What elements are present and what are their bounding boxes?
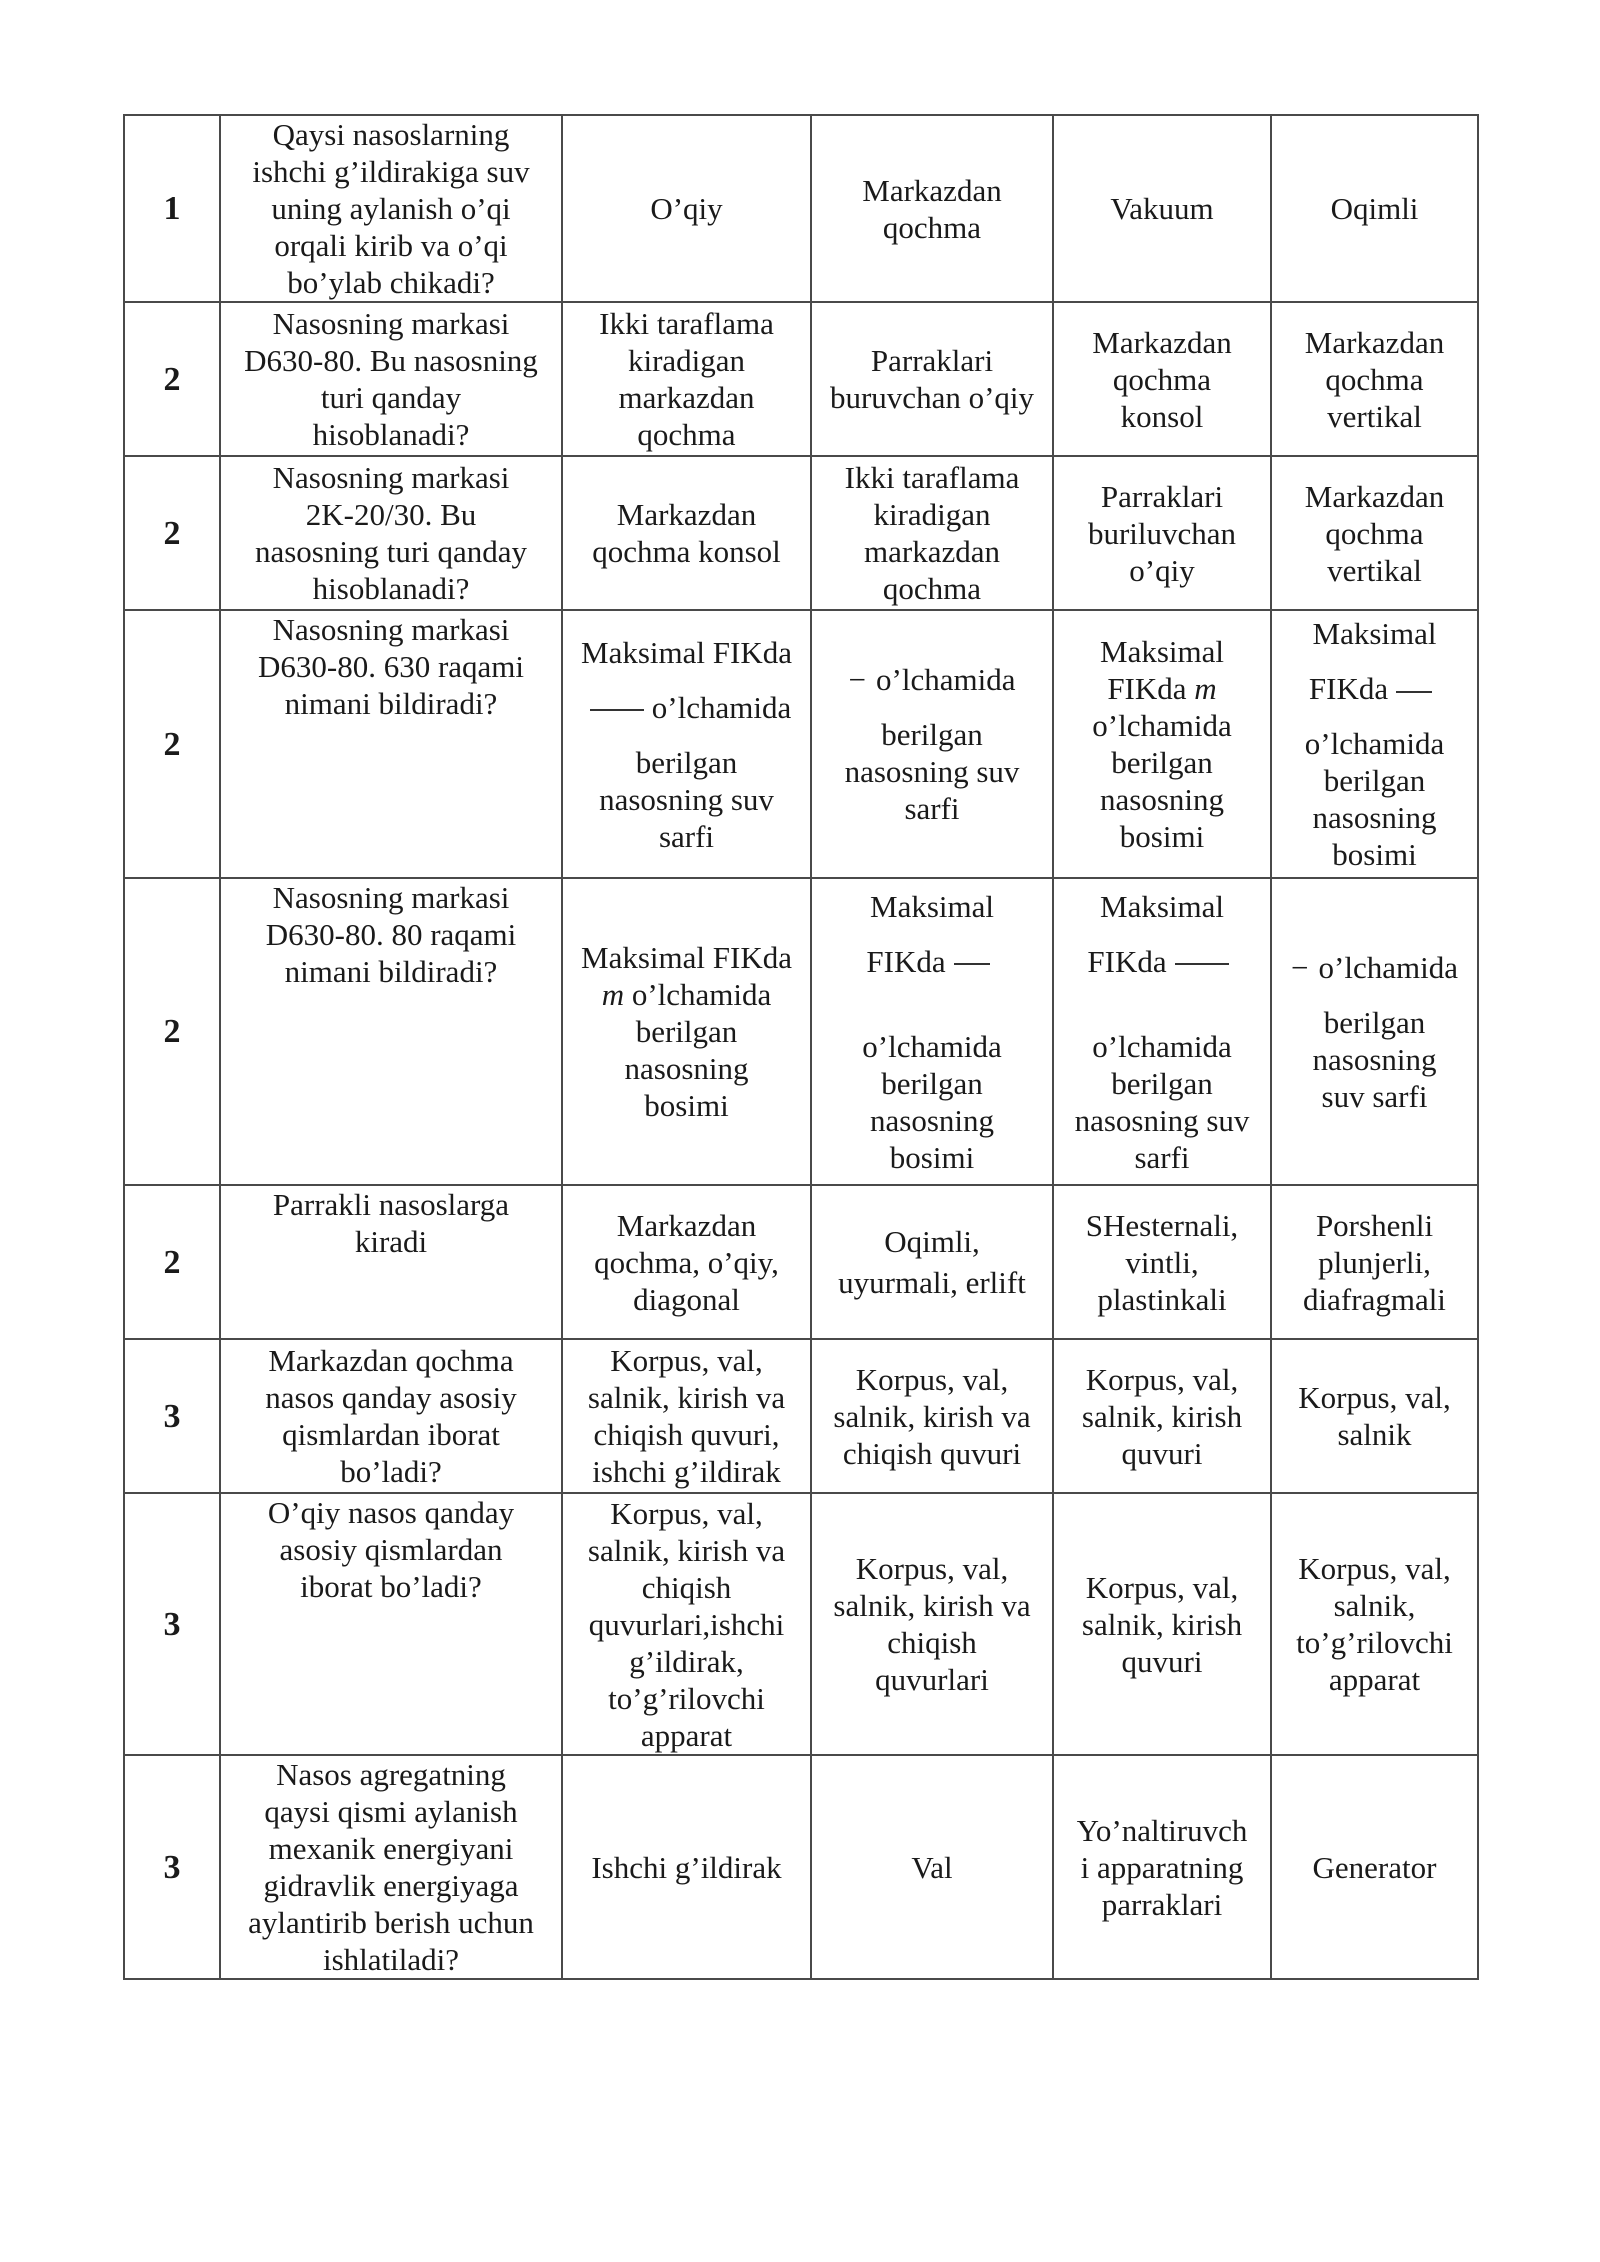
question-cell: Nasos agregatning qaysi qismi aylanish mexanik energiyani gidravlik energiyaga aylantirib berish uchun ishlatiladi? bbox=[220, 1755, 562, 1979]
answer-option-4: Generator bbox=[1271, 1755, 1478, 1979]
answer-option-1: Ishchi g’ildirak bbox=[562, 1755, 811, 1979]
answer-option-3: Yo’naltiruvch i apparatning parraklari bbox=[1053, 1755, 1271, 1979]
answer-option-4: Maksimal FIKda o’lchamida berilgan nasosning bosimi bbox=[1271, 610, 1478, 878]
answer-option-3: SHesternali, vintli, plastinkali bbox=[1053, 1185, 1271, 1339]
answer-option-4: Porshenli plunjerli, diafragmali bbox=[1271, 1185, 1478, 1339]
answer-option-2: Maksimal FIKda o’lchamida berilgan nasosning bosimi bbox=[811, 878, 1053, 1185]
row-number: 1 bbox=[124, 115, 220, 302]
question-cell: Markazdan qochma nasos qanday asosiy qismlardan iborat bo’ladi? bbox=[220, 1339, 562, 1493]
answer-option-1: Maksimal FIKda m o’lchamida berilgan nasosning bosimi bbox=[562, 878, 811, 1185]
question-cell: Nasosning markasi D630-80. 630 raqami nimani bildiradi? bbox=[220, 610, 562, 878]
answer-option-2: Korpus, val, salnik, kirish va chiqish quvuri bbox=[811, 1339, 1053, 1493]
answer-option-2: Oqimli, uyurmali, erlift bbox=[811, 1185, 1053, 1339]
answer-option-2: Markazdan qochma bbox=[811, 115, 1053, 302]
table-row bbox=[124, 115, 1478, 302]
question-cell: Nasosning markasi 2K-20/30. Bu nasosning turi qanday hisoblanadi? bbox=[220, 456, 562, 610]
row-number: 2 bbox=[124, 1185, 220, 1339]
table-row bbox=[124, 1755, 1478, 1979]
row-number: 2 bbox=[124, 456, 220, 610]
row-number: 2 bbox=[124, 302, 220, 456]
answer-option-1: Korpus, val, salnik, kirish va chiqish quvurlari,ishchi g’ildirak, to’g’rilovchi apparat bbox=[562, 1493, 811, 1755]
answer-option-1: Maksimal FIKda o’lchamida berilgan nasosning suv sarfi bbox=[562, 610, 811, 878]
answer-option-2: Val bbox=[811, 1755, 1053, 1979]
answer-option-4: − o’lchamida berilgan nasosning suv sarfi bbox=[1271, 878, 1478, 1185]
answer-option-3: Korpus, val, salnik, kirish quvuri bbox=[1053, 1493, 1271, 1755]
answer-option-2: Parraklari buruvchan o’qiy bbox=[811, 302, 1053, 456]
question-cell: Parrakli nasoslarga kiradi bbox=[220, 1185, 562, 1339]
answer-option-4: Korpus, val, salnik, to’g’rilovchi apparat bbox=[1271, 1493, 1478, 1755]
answer-option-1: Korpus, val, salnik, kirish va chiqish quvuri, ishchi g’ildirak bbox=[562, 1339, 811, 1493]
answer-option-4: Markazdan qochma vertikal bbox=[1271, 302, 1478, 456]
formula-minus-sign: − bbox=[1291, 949, 1309, 985]
row-number: 3 bbox=[124, 1339, 220, 1493]
row-number: 3 bbox=[124, 1755, 220, 1979]
table-row bbox=[124, 302, 1478, 456]
answer-option-1: Markazdan qochma konsol bbox=[562, 456, 811, 610]
answer-option-2: Ikki taraflama kiradigan markazdan qochma bbox=[811, 456, 1053, 610]
answer-option-4: Oqimli bbox=[1271, 115, 1478, 302]
answer-option-3: Parraklari buriluvchan o’qiy bbox=[1053, 456, 1271, 610]
formula-fraction-line bbox=[1175, 963, 1229, 965]
table-row bbox=[124, 456, 1478, 610]
answer-option-4: Markazdan qochma vertikal bbox=[1271, 456, 1478, 610]
row-number: 2 bbox=[124, 878, 220, 1185]
answer-option-1: O’qiy bbox=[562, 115, 811, 302]
row-number: 3 bbox=[124, 1493, 220, 1755]
question-cell: Nasosning markasi D630-80. Bu nasosning turi qanday hisoblanadi? bbox=[220, 302, 562, 456]
answer-option-3: Korpus, val, salnik, kirish quvuri bbox=[1053, 1339, 1271, 1493]
answer-option-1: Ikki taraflama kiradigan markazdan qochma bbox=[562, 302, 811, 456]
formula-fraction-line bbox=[1396, 691, 1432, 693]
question-cell: Nasosning markasi D630-80. 80 raqami nimani bildiradi? bbox=[220, 878, 562, 1185]
answer-option-1: Markazdan qochma, o’qiy, diagonal bbox=[562, 1185, 811, 1339]
table-row bbox=[124, 878, 1478, 1185]
table-row bbox=[124, 1185, 1478, 1339]
question-cell: O’qiy nasos qanday asosiy qismlardan iborat bo’ladi? bbox=[220, 1493, 562, 1755]
table-row bbox=[124, 610, 1478, 878]
formula-fraction-line bbox=[954, 963, 990, 965]
table-row bbox=[124, 1493, 1478, 1755]
row-number: 2 bbox=[124, 610, 220, 878]
table-row bbox=[124, 1339, 1478, 1493]
formula-fraction-line bbox=[590, 709, 644, 711]
formula-minus-sign: − bbox=[848, 662, 867, 697]
answer-option-3: Maksimal FIKda m o’lchamida berilgan nasosning bosimi bbox=[1053, 610, 1271, 878]
answer-option-2: − o’lchamida berilgan nasosning suv sarfi bbox=[811, 610, 1053, 878]
answer-option-3: Maksimal FIKda o’lchamida berilgan nasosning suv sarfi bbox=[1053, 878, 1271, 1185]
answer-option-2: Korpus, val, salnik, kirish va chiqish quvurlari bbox=[811, 1493, 1053, 1755]
answer-option-3: Vakuum bbox=[1053, 115, 1271, 302]
question-cell: Qaysi nasoslarning ishchi g’ildirakiga suv uning aylanish o’qi orqali kirib va o’qi bo’ylab chikadi? bbox=[220, 115, 562, 302]
answer-option-3: Markazdan qochma konsol bbox=[1053, 302, 1271, 456]
answer-option-4: Korpus, val, salnik bbox=[1271, 1339, 1478, 1493]
quiz-table bbox=[123, 114, 1479, 1980]
